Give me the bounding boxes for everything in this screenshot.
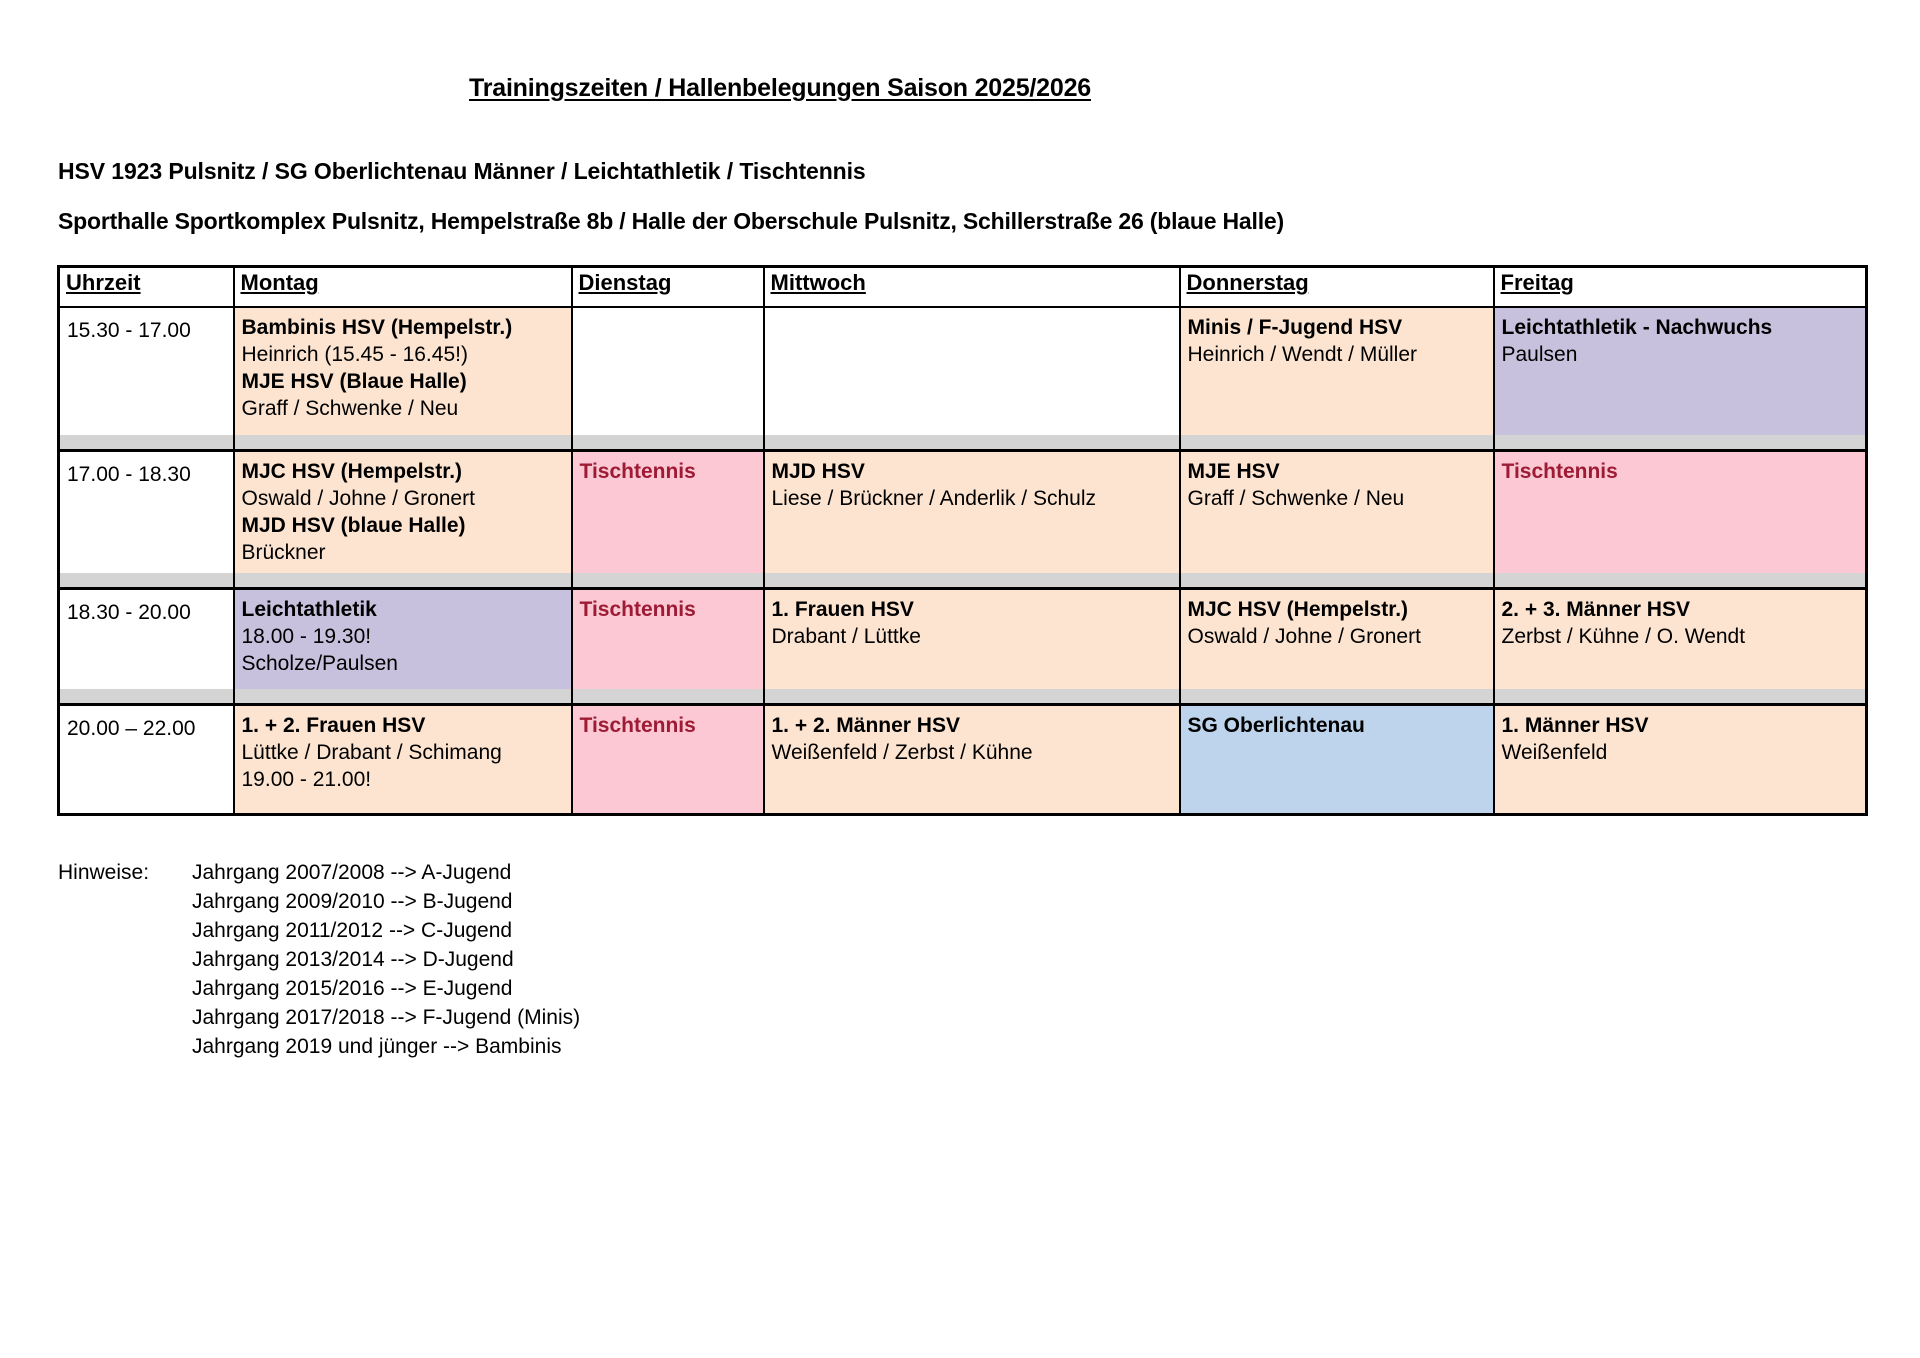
cell-content — [765, 452, 1179, 573]
time-label: 15.30 - 17.00 — [67, 319, 191, 342]
cell-title-line: Bambinis HSV (Hempelstr.) — [241, 316, 513, 339]
column-header-dienstag: Dienstag — [572, 267, 764, 308]
cell-mittwoch — [764, 705, 1180, 815]
cell-donnerstag — [1180, 589, 1494, 690]
cell-content — [1495, 706, 1866, 813]
cell-detail-line: Oswald / Johne / Gronert — [241, 487, 475, 510]
cell-content — [573, 590, 763, 689]
note-line: Jahrgang 2009/2010 --> B-Jugend — [192, 890, 513, 913]
page-title: Trainingszeiten / Hallenbelegungen Saison 2025/2026 — [469, 74, 1091, 102]
cell-content — [235, 706, 571, 813]
table-header-row — [59, 267, 1867, 308]
time-label: 20.00 – 22.00 — [67, 717, 196, 740]
club-subtitle: HSV 1923 Pulsnitz / SG Oberlichtenau Männer / Leichtathletik / Tischtennis — [58, 158, 866, 184]
note-line: Jahrgang 2013/2014 --> D-Jugend — [192, 948, 514, 971]
cell-content — [573, 452, 763, 573]
cell-content — [573, 706, 763, 813]
row-separator — [59, 435, 1867, 451]
cell-content — [1181, 452, 1493, 573]
cell-detail-line: 19.00 - 21.00! — [241, 768, 372, 791]
cell-title-line: Tischtennis — [579, 714, 696, 737]
cell-title-line: Tischtennis — [1501, 460, 1618, 483]
cell-content — [573, 308, 763, 435]
cell-detail-line: Drabant / Lüttke — [771, 625, 921, 648]
notes-list — [192, 858, 580, 1061]
cell-donnerstag — [1180, 307, 1494, 435]
column-header-uhrzeit: Uhrzeit — [59, 267, 234, 308]
cell-content — [1181, 308, 1493, 435]
note-line: Jahrgang 2017/2018 --> F-Jugend (Minis) — [192, 1006, 581, 1029]
cell-detail-line: Heinrich / Wendt / Müller — [1187, 343, 1418, 366]
cell-detail-line: Scholze/Paulsen — [241, 652, 398, 675]
table-row — [59, 589, 1867, 690]
cell-detail-line: Lüttke / Drabant / Schimang — [241, 741, 502, 764]
table-row — [59, 307, 1867, 435]
cell-donnerstag — [1180, 451, 1494, 574]
cell-dienstag — [572, 589, 764, 690]
cell-montag — [234, 307, 572, 435]
note-line: Jahrgang 2007/2008 --> A-Jugend — [192, 861, 512, 884]
cell-montag — [234, 451, 572, 574]
time-cell — [59, 705, 234, 815]
cell-title-line: MJD HSV (blaue Halle) — [241, 514, 466, 537]
cell-detail-line: Weißenfeld / Zerbst / Kühne — [771, 741, 1033, 764]
cell-freitag — [1494, 307, 1867, 435]
cell-montag — [234, 705, 572, 815]
row-separator — [59, 689, 1867, 705]
note-line: Jahrgang 2011/2012 --> C-Jugend — [192, 919, 513, 942]
cell-detail-line: Graff / Schwenke / Neu — [241, 397, 459, 420]
cell-freitag — [1494, 589, 1867, 690]
cell-title-line: 1. + 2. Männer HSV — [771, 714, 960, 737]
venue-subtitle: Sporthalle Sportkomplex Pulsnitz, Hempelstraße 8b / Halle der Oberschule Pulsnitz, Schillerstraße 26 (blaue Halle) — [58, 208, 1284, 234]
training-schedule-table — [57, 265, 1868, 816]
time-cell — [59, 307, 234, 435]
cell-title-line: 1. Frauen HSV — [771, 598, 914, 621]
cell-content — [1495, 452, 1866, 573]
cell-title-line: SG Oberlichtenau — [1187, 714, 1365, 737]
time-label: 17.00 - 18.30 — [67, 463, 191, 486]
cell-content — [235, 308, 571, 435]
cell-content — [1181, 706, 1493, 813]
cell-detail-line: Brückner — [241, 541, 326, 564]
table-bottom-border — [59, 815, 1867, 817]
cell-detail-line: Graff / Schwenke / Neu — [1187, 487, 1405, 510]
note-line: Jahrgang 2015/2016 --> E-Jugend — [192, 977, 513, 1000]
table-row — [59, 705, 1867, 815]
cell-title-line: Minis / F-Jugend HSV — [1187, 316, 1403, 339]
cell-content — [765, 590, 1179, 689]
cell-mittwoch — [764, 451, 1180, 574]
cell-title-line: Leichtathletik — [241, 598, 377, 621]
cell-detail-line: Weißenfeld — [1501, 741, 1608, 764]
cell-content — [765, 706, 1179, 813]
time-cell — [59, 451, 234, 574]
cell-content — [1181, 590, 1493, 689]
cell-freitag — [1494, 451, 1867, 574]
cell-title-line: Tischtennis — [579, 460, 696, 483]
time-label: 18.30 - 20.00 — [67, 601, 191, 624]
cell-montag — [234, 589, 572, 690]
cell-content — [235, 590, 571, 689]
notes-section — [58, 858, 580, 1061]
cell-detail-line: Zerbst / Kühne / O. Wendt — [1501, 625, 1746, 648]
cell-content — [1495, 308, 1866, 435]
note-line: Jahrgang 2019 und jünger --> Bambinis — [192, 1035, 562, 1058]
cell-detail-line: 18.00 - 19.30! — [241, 625, 372, 648]
notes-label: Hinweise: — [58, 861, 150, 884]
cell-mittwoch — [764, 307, 1180, 435]
row-separator — [59, 573, 1867, 589]
cell-freitag — [1494, 705, 1867, 815]
cell-title-line: MJD HSV — [771, 460, 865, 483]
cell-title-line: Tischtennis — [579, 598, 696, 621]
cell-detail-line: Heinrich (15.45 - 16.45!) — [241, 343, 468, 366]
cell-title-line: 1. Männer HSV — [1501, 714, 1649, 737]
cell-title-line: MJC HSV (Hempelstr.) — [241, 460, 463, 483]
column-header-mittwoch: Mittwoch — [764, 267, 1180, 308]
column-header-montag: Montag — [234, 267, 572, 308]
cell-detail-line: Liese / Brückner / Anderlik / Schulz — [771, 487, 1096, 510]
cell-title-line: 1. + 2. Frauen HSV — [241, 714, 426, 737]
cell-title-line: MJE HSV — [1187, 460, 1280, 483]
cell-content — [765, 308, 1179, 435]
cell-detail-line: Oswald / Johne / Gronert — [1187, 625, 1421, 648]
time-cell — [59, 589, 234, 690]
cell-title-line: Leichtathletik - Nachwuchs — [1501, 316, 1773, 339]
cell-title-line: MJE HSV (Blaue Halle) — [241, 370, 467, 393]
column-header-donnerstag: Donnerstag — [1180, 267, 1494, 308]
cell-content — [1495, 590, 1866, 689]
cell-donnerstag — [1180, 705, 1494, 815]
cell-title-line: MJC HSV (Hempelstr.) — [1187, 598, 1409, 621]
cell-mittwoch — [764, 589, 1180, 690]
cell-content — [235, 452, 571, 573]
cell-detail-line: Paulsen — [1501, 343, 1578, 366]
table-row — [59, 451, 1867, 574]
cell-dienstag — [572, 451, 764, 574]
cell-dienstag — [572, 307, 764, 435]
cell-title-line: 2. + 3. Männer HSV — [1501, 598, 1690, 621]
cell-dienstag — [572, 705, 764, 815]
column-header-freitag: Freitag — [1494, 267, 1867, 308]
